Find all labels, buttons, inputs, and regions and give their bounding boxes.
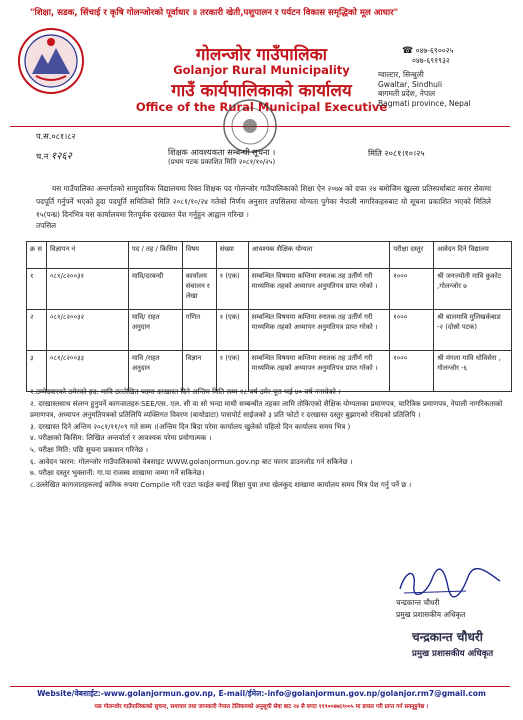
notice-date: मिति २०८१।१०।२५ [368,148,425,158]
table-cell: श्री मंगला मावि धोविसेरा , गोलन्जोर -६ [434,351,512,392]
note-item: ४. परीक्षाको किसिम: लिखित अन्तर्वार्ता र आवश्यक परेमा प्रयोगात्मक । [30,433,212,443]
col-header: विषय [182,242,216,269]
signature-stamp [412,628,512,670]
col-header: संख्या [216,242,248,269]
address-block [378,70,471,108]
table-cell: सम्बन्धित विषयमा कम्तिमा स्नातक तह उर्तीर्ण गरी माध्यमिक तहको अध्यापन अनुमतिपत्र प्राप्त गरेको । [248,351,390,392]
table-cell: १ (एक) [216,269,248,310]
table-header-row [27,242,512,269]
note-item: १.उम्मेदवारको उमेरको हद: मावि उल्लेखित पदमा दरखास्त दिने अन्तिम मिति सम्म १८ वर्ष उमेर पूरा भई ४० वर्ष ननाघेको । [30,387,341,396]
table-cell: मावि/दरबन्दी [128,269,182,310]
footer-notice: यस गोलन्जोर गाउँपालिकाको सुचना, समाचार तथा जानकारी नेपाल टेलिकमको अनुसूची सेवा बाट २४ सै घण्टा ११९००४७६९००५ मा डायल गरी प्राप्त गर्न सक्नुहुनेछ । [94,704,429,710]
phone-1: ०४७-६९००२५ [415,46,454,55]
office-name-np: गाउँ कार्यपालिकाको कार्यालय [171,81,352,101]
table-cell: ०८१/८२००३३ [46,351,128,392]
table-cell: ०८१/८२००३१ [46,269,128,310]
table-cell: १ (एक) [216,310,248,351]
col-header: विज्ञापन नं [46,242,128,269]
table-cell: गणित [182,310,216,351]
note-item: ७. परीक्षा दस्तुर भुक्तानी: गा.पा राजस्व शाखामा जम्मा गर्ने सकिनेछ। [30,468,205,478]
municipality-name-np: गोलन्जोर गाउँपालिका [195,45,328,65]
vacancy-table [26,241,512,392]
dispatch-value: १२६२ [50,151,72,162]
table-cell: मावि/ राहत अनुदान [128,310,182,351]
table-cell: १००० [390,351,434,392]
table-cell: १ (एक) [216,351,248,392]
address-np-2: बागमती प्रदेश, नेपाल [378,89,436,99]
notice-subject: शिक्षक आवश्यकता सम्बन्धी सूचना । [168,147,276,157]
col-header: परीक्षा दस्तुर [390,242,434,269]
table-row [27,310,512,351]
notice-first-publish: (प्रथम पटक प्रकाशित मिति २०८१/१०/२५) [168,158,276,166]
handwritten-signature [396,565,506,599]
phone-2: ०४७-६९१९३२ [412,56,450,65]
table-cell: २ [27,310,47,351]
notice-body: यस गाउँपालिका अन्तर्गतको सामुदायिक विद्यालयमा रिक्त शिक्षक पद गोलन्जोर गाउँपालिकाको शिक्षा ऐन २०७४ को दफा २४ बमोजिम खुल्ला प्रतिस्पर्धाबाट करार सेवामा पदपूर्ति गर्नुपर्ने भएको हुदा पदपूर्ति समितिको मिति २०८१/१०/२४ गतेको निर्णय अनुसार तपसिलमा योग्यता पुगेका नेपाली नागरिकहरुबाट यो सूचना प्रकाशित भएको मितिले १५(पन्ध्र) दिनभित्र यस कार्यालयमा रितपूर्वक दरखास्त पेश गर्नुहुन आह्वान गरिन्छ । [36,184,491,219]
table-cell: विज्ञान [182,351,216,392]
footer-divider [10,686,510,687]
phone-icon: ☎ [402,46,414,56]
note-item: ३. दरखास्त दिने अन्तिम २०८१/११/०९ गते सम्म ।(अन्तिम दिन बिदा परेमा कार्यालय खुलेको पहिलो दिन कार्यालय समय भित्र ) [30,421,351,431]
letter-ref-number: प.स.०८१।८२ [36,131,76,141]
signatory-name: चन्द्रकान्त चौधरी [396,598,440,607]
col-header: क्र स [27,242,47,269]
table-cell: श्री बालमावि मुलिखर्कबाङ -२ (दोस्रो पटक) [434,310,512,351]
dispatch-number [36,148,72,162]
footer-contact: Website/वेबसाईट:-www.golanjormun.gov.np, E-mail/ईमेल:-info@golanjormun.gov.np/golanjor.rm7@gmail.com [37,689,486,698]
table-row [27,269,512,310]
note-item: ८.उल्लेखित कागजातहरुलाई कमिक रुपमा Compile गरी एउटा फाईल बनाई शिक्षा युवा तथा खेलकुद शाखामा कार्यालय समय भित्र पेश गर्नु पर्ने छ । [30,479,412,489]
col-header: आवश्यक शैक्षिक योग्यता [248,242,390,269]
phone-block [402,46,453,65]
table-cell: १००० [390,269,434,310]
table-cell: ३ [27,351,47,392]
details-heading: तपसिल [36,221,57,230]
table-cell: मावि /राहत अनुदान [128,351,182,392]
stamp-role: प्रमुख प्रशासकीय अधिकृत [412,649,494,659]
notes-list [30,386,505,490]
municipality-name-en: Golanjor Rural Municipality [173,63,350,77]
note-item: २. दरखास्तसाथ संलग्न हुनुपर्ने कागजातहरु:SEE/एस. एल. सी वा सो भन्दा माथी सम्बन्धीत तहका लामि तोकिएको शैक्षिक योग्यताका प्रमाणपत्र, चारित्रिक प्रमाणपत्र, नेपाली नागरिकताको प्रमाणपत्र, अध्यापन अनुमतिपत्रको प्रतिलिपि व्यक्तिगत विवरण (बायोडाटा) पासपोर्ट साईजको ३ प्रति फोटो र दरखास्त दस्तुर बुझाएको रसिदको प्रतिलिपि । [30,398,503,420]
office-name-en: Office of the Rural Municipal Executive [135,100,388,114]
table-cell: ०८१/८२००३२ [46,310,128,351]
address-en-2: Bagmati province, Nepal [378,98,471,108]
col-header: पद / तह / किसिम [128,242,182,269]
table-cell: श्री जनज्योती मावि कुकोट ,गोलन्जोर ७ [434,269,512,310]
address-en-1: Gwaltar, Sindhuli [378,79,443,89]
note-item: ६. आवेदन फारम: गोलन्जोर गाउँपालिकाको वेबसाइट WWW.golanjormun.gov.np बाट फारम डाउनलोड गर्न सकिनेछ । [30,456,353,466]
table-cell: सम्बन्धित विषयमा कम्तिमा स्नातक तह उर्तीर्ण गरी माध्यमिक तहको अध्यापन अनुमतिपत्र प्राप्त गरेको । [248,269,390,310]
stamp-name: चन्द्रकान्त चौधरी [412,630,483,644]
table-cell: सम्बन्धित विषयमा कम्तिमा स्नातक तह उर्तीर्ण गरी माध्यमिक तहको अध्यापन अनुमतिपत्र प्राप्त गरेको । [248,310,390,351]
col-header: आवेदन दिने विद्यालय [434,242,512,269]
address-np-1: ग्वाल्टार, सिन्धुली [378,70,424,79]
table-cell: १००० [390,310,434,351]
table-cell: १ [27,269,47,310]
dispatch-label: च.न [36,151,49,161]
table-cell: कार्यालय संचालन र लेखा [182,269,216,310]
slogan: "शिक्षा, सडक, सिंचाई र कृषि गोलन्जोरको पूर्वाधार ॥ तरकारी खेती,पशुपालन र पर्यटन विकास समृद्धिको मूल आधार" [30,8,399,18]
note-item: ५. परीक्षा मिति: पछि सुचना प्रकाशन गरिनेछ । [30,444,149,454]
signatory-role: प्रमुख प्रशासकीय अधिकृत [396,610,466,619]
